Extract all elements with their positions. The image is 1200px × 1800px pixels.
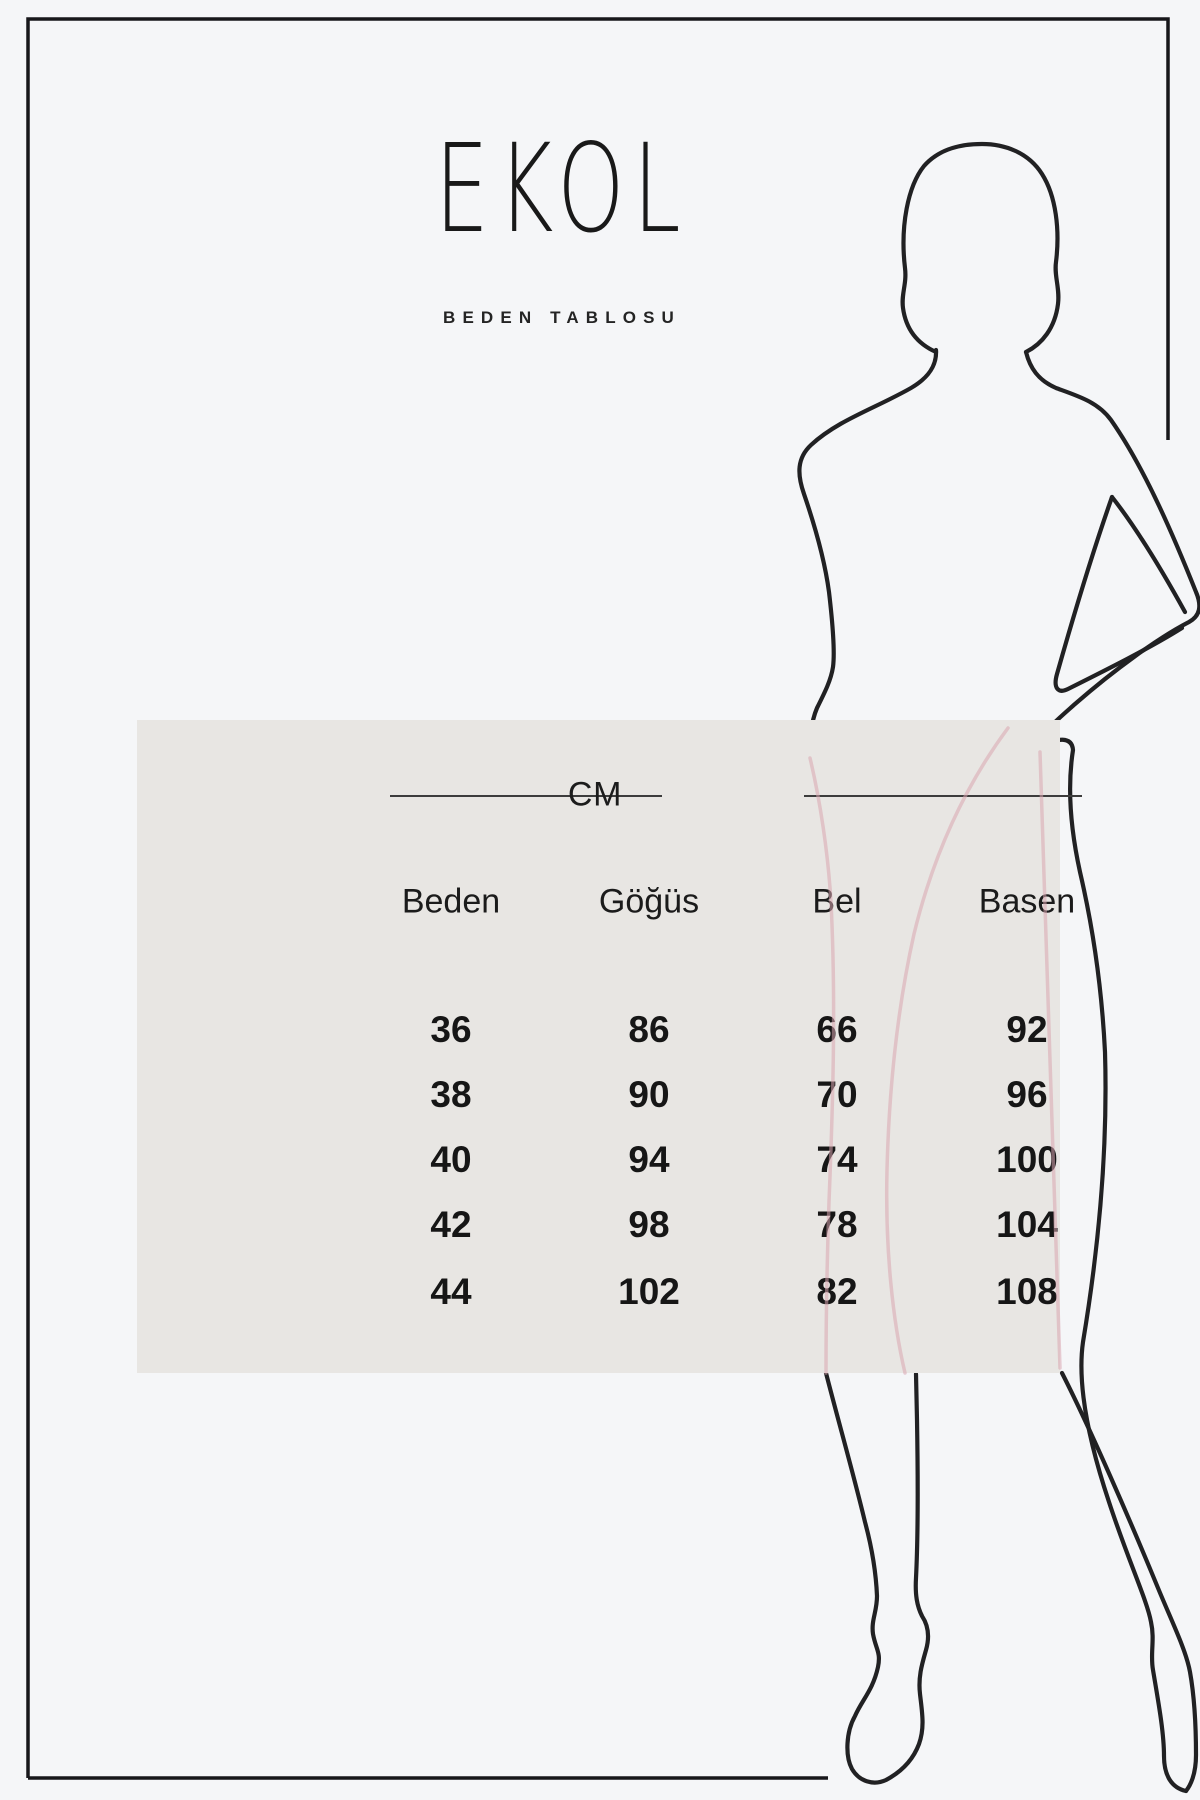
size-cell: 70 [816,1074,858,1115]
size-cell: 92 [1006,1009,1048,1050]
size-cell: 98 [628,1204,670,1245]
size-cell: 100 [996,1139,1058,1180]
size-cell: 38 [430,1074,472,1115]
size-cell: 74 [816,1139,858,1180]
size-cell: 94 [628,1139,670,1180]
size-cell: 102 [618,1271,680,1312]
unit-label: CM [567,775,623,814]
size-cell: 108 [996,1271,1058,1312]
brand-logo: EKOL [434,118,690,260]
column-header-bel: Bel [812,882,862,921]
size-cell: 36 [430,1009,472,1050]
size-cell: 40 [430,1139,472,1180]
column-header-beden: Beden [401,882,501,921]
size-cell: 66 [816,1009,858,1050]
size-cell: 42 [430,1204,472,1245]
size-cell: 104 [996,1204,1058,1245]
size-cell: 44 [430,1271,472,1312]
size-cell: 96 [1006,1074,1048,1115]
size-cell: 86 [628,1009,670,1050]
size-cell: 78 [816,1204,858,1245]
brand-logo-wrap [380,118,743,260]
size-table-panel [137,720,1076,1373]
size-cell: 82 [816,1271,858,1312]
column-header-gogus: Göğüs [598,882,700,921]
unit-rule-right [804,795,1082,797]
size-cell: 90 [628,1074,670,1115]
column-header-basen: Basen [978,882,1076,921]
brand-subtitle: BEDEN TABLOSU [443,308,681,327]
